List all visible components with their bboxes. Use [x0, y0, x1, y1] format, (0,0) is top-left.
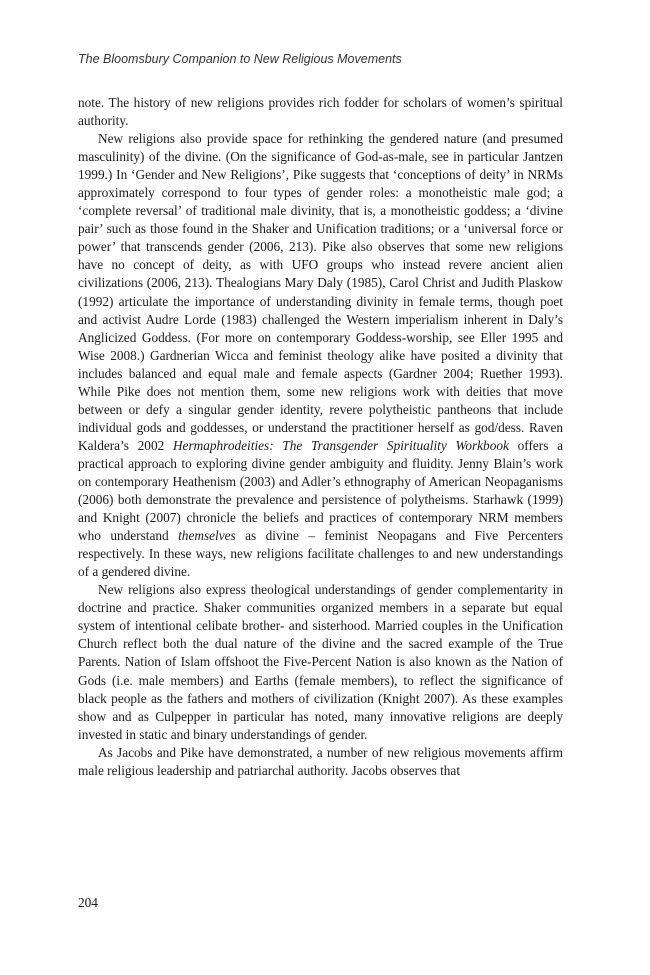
paragraph-4: As Jacobs and Pike have demonstrated, a number of new religious movements affirm male religious leadership and patriarchal authority. Jacobs observes that — [78, 744, 563, 778]
paragraph-2 — [78, 130, 563, 581]
emphasis-themselves: themselves — [178, 528, 236, 544]
book-title: Hermaphrodeities: The Transgender Spirituality Workbook — [172, 437, 509, 453]
page-number: 204 — [78, 895, 98, 910]
paragraph-2-part-b: offers a practical approach to exploring divine gender ambiguity and fluidity. Jenny Blain’s work on contemporary Heathenism (2003) and Adler’s ethnography of American Neopaganisms (2006) both demonstrate the prevalence and persistence of polytheisms. Starhawk (1999) and Knight (2007) chronicle the beliefs and practices of contemporary NRM members who understand — [78, 437, 563, 544]
paragraph-3: New religions also express theological understandings of gender complementarity in doctrine and practice. Shaker communities organized members in a separate but equal system of intentional celibate brother- and sisterhood. Married couples in the Unification Church reflect both the dual nature of the divine and the sacred example of the True Parents. Nation of Islam offshoot the Five-Percent Nation is also known as the Nation of Gods (i.e. male members) and Earths (female members), to reflect the significance of black people as the fathers and mothers of civilization (Knight 2007). As these examples show and as Culpepper in particular has noted, many innovative religions are deeply invested in static and binary understandings of gender. — [78, 582, 563, 742]
paragraph-1: note. The history of new religions provides rich fodder for scholars of women’s spiritual authority. — [78, 95, 563, 129]
paragraph-2-part-c: as divine – feminist Neopagans and Five Percenters respectively. In these ways, new religions facilitate challenges to and new understandings of a gendered divine. — [78, 528, 563, 580]
book-page — [78, 0, 563, 975]
body-text — [78, 94, 563, 780]
paragraph-2-part-a: New religions also provide space for rethinking the gendered nature (and presumed masculinity) of the divine. (On the significance of God-as-male, see in particular Jantzen 1999.) In ‘Gender and New Religions’, Pike suggests that ‘conceptions of deity’ in NRMs approximately correspond to four types of gender roles: a monotheistic male god; a ‘complete reversal’ of traditional male divinity, that is, a monotheistic goddess; a ‘divine pair’ such as those found in the Shaker and Unification traditions; or a ‘universal force or power’ that transcends gender (2006, 213). Pike also observes that some new religions have no concept of deity, as with UFO groups who instead revere ancient alien civilizations (2006, 213). Thealogians Mary Daly (1985), Carol Christ and Judith Plaskow (1992) articulate the importance of understanding divinity in female terms, though poet and activist Audre Lorde (1983) challenged the Western imperialism inherent in Daly’s Anglicized Goddess. (For more on contemporary Goddess-worship, see Eller 1995 and Wise 2008.) Gardnerian Wicca and feminist theology alike have posited a divinity that includes balanced and equal male and female aspects (Gardner 2004; Ruether 1993). While Pike does not mention them, some new religions work with deities that move between or defy a singular gender identity, revere polytheistic pantheons that include individual gods and goddesses, or understand the practitioner herself as god/dess. Raven Kaldera’s 2002 — [78, 131, 563, 453]
running-head: The Bloomsbury Companion to New Religious Movements — [78, 52, 402, 66]
